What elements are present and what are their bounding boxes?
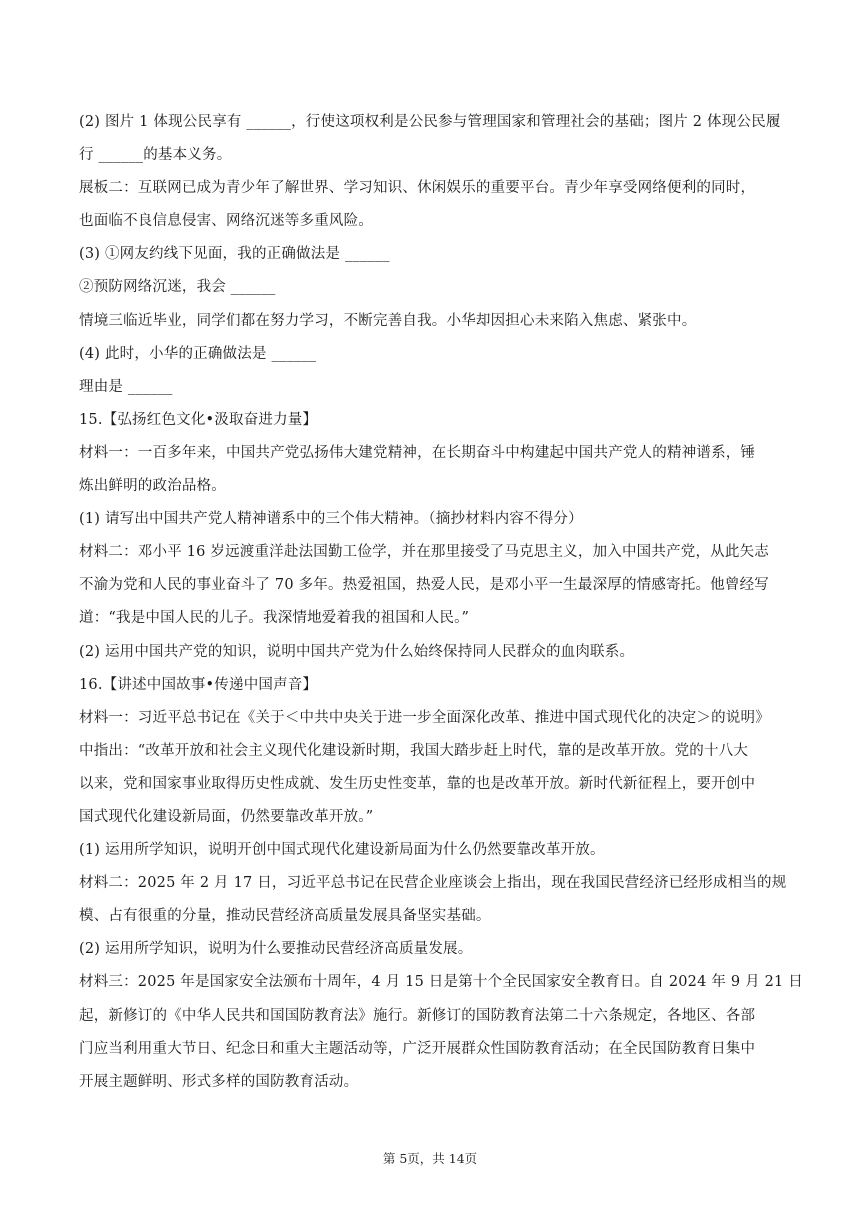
- question-heading: 15.【弘扬红色文化•汲取奋进力量】: [79, 411, 318, 428]
- text-line: 也面临不良信息侵害、网络沉迷等多重风险。: [79, 213, 373, 230]
- text-line: 理由是 ______: [79, 378, 173, 395]
- text-line: (3) ①网友约线下见面，我的正确做法是 ______: [79, 246, 390, 263]
- text-line: 起，新修订的《中华人民共和国国防教育法》施行。新修订的国防教育法第二十六条规定，各地区、各部: [79, 1007, 756, 1024]
- text-line: 材料二：2025 年 2 月 17 日，习近平总书记在民营企业座谈会上指出，现在我国民营经济已经形成相当的规: [79, 875, 787, 892]
- text-line: 开展主题鲜明、形式多样的国防教育活动。: [79, 1073, 359, 1090]
- text-line: 情境三临近毕业，同学们都在努力学习，不断完善自我。小华却因担心未来陷入焦虑、紧张中。: [79, 312, 697, 329]
- text-line: (2) 运用中国共产党的知识，说明中国共产党为什么始终保持同人民群众的血肉联系。: [79, 643, 635, 660]
- text-line: 道：“我是中国人民的儿子。我深情地爱着我的祖国和人民。”: [79, 610, 470, 627]
- text-line: 模、占有很重的分量，推动民营经济高质量发展具备坚实基础。: [79, 908, 491, 925]
- text-line: 材料一：习近平总书记在《关于＜中共中央关于进一步全面深化改革、推进中国式现代化的决定＞的说明》: [79, 709, 770, 726]
- text-line: 材料二：邓小平 16 岁远渡重洋赴法国勤工俭学，并在那里接受了马克思主义，加入中国共产党，从此矢志: [79, 544, 769, 561]
- text-line: (2) 运用所学知识，说明为什么要推动民营经济高质量发展。: [79, 941, 473, 958]
- text-line: ②预防网络沉迷，我会 ______: [79, 279, 276, 296]
- text-line: (4) 此时，小华的正确做法是 ______: [79, 345, 317, 362]
- text-line: (1) 请写出中国共产党人精神谱系中的三个伟大精神。（摘抄材料内容不得分）: [79, 511, 583, 528]
- text-line: 国式现代化建设新局面，仍然要靠改革开放。”: [79, 808, 374, 825]
- text-line: 展板二：互联网已成为青少年了解世界、学习知识、休闲娱乐的重要平台。青少年享受网络便利的同时，: [79, 180, 756, 197]
- document-body: [79, 106, 803, 1099]
- text-line: 中指出：“改革开放和社会主义现代化建设新时期，我国大踏步赶上时代，靠的是改革开放。党的十八大: [79, 742, 749, 759]
- question-heading: 16.【讲述中国故事•传递中国声音】: [79, 676, 318, 693]
- text-line: 行 ______的基本义务。: [79, 147, 232, 164]
- text-line: 材料三：2025 年是国家安全法颁布十周年，4 月 15 日是第十个全民国家安全教育日。自 2024 年 9 月 21 日: [79, 974, 803, 991]
- page-footer: 第 5页，共 14页: [382, 1151, 478, 1166]
- text-line: 材料一：一百多年来，中国共产党弘扬伟大建党精神，在长期奋斗中构建起中国共产党人的精神谱系，锤: [79, 444, 756, 461]
- text-line: 不渝为党和人民的事业奋斗了 70 多年。热爱祖国，热爱人民，是邓小平一生最深厚的情感寄托。他曾经写: [79, 577, 769, 594]
- text-line: 以来，党和国家事业取得历史性成就、发生历史性变革，靠的也是改革开放。新时代新征程上，要开创中: [79, 775, 756, 792]
- text-line: (2) 图片 1 体现公民享有 ______，行使这项权利是公民参与管理国家和管理社会的基础；图片 2 体现公民履: [79, 114, 781, 130]
- text-line: 炼出鲜明的政治品格。: [79, 478, 226, 495]
- text-line: (1) 运用所学知识，说明开创中国式现代化建设新局面为什么仍然要靠改革开放。: [79, 842, 605, 859]
- text-line: 门应当利用重大节日、纪念日和重大主题活动等，广泛开展群众性国防教育活动；在全民国防教育日集中: [79, 1040, 756, 1057]
